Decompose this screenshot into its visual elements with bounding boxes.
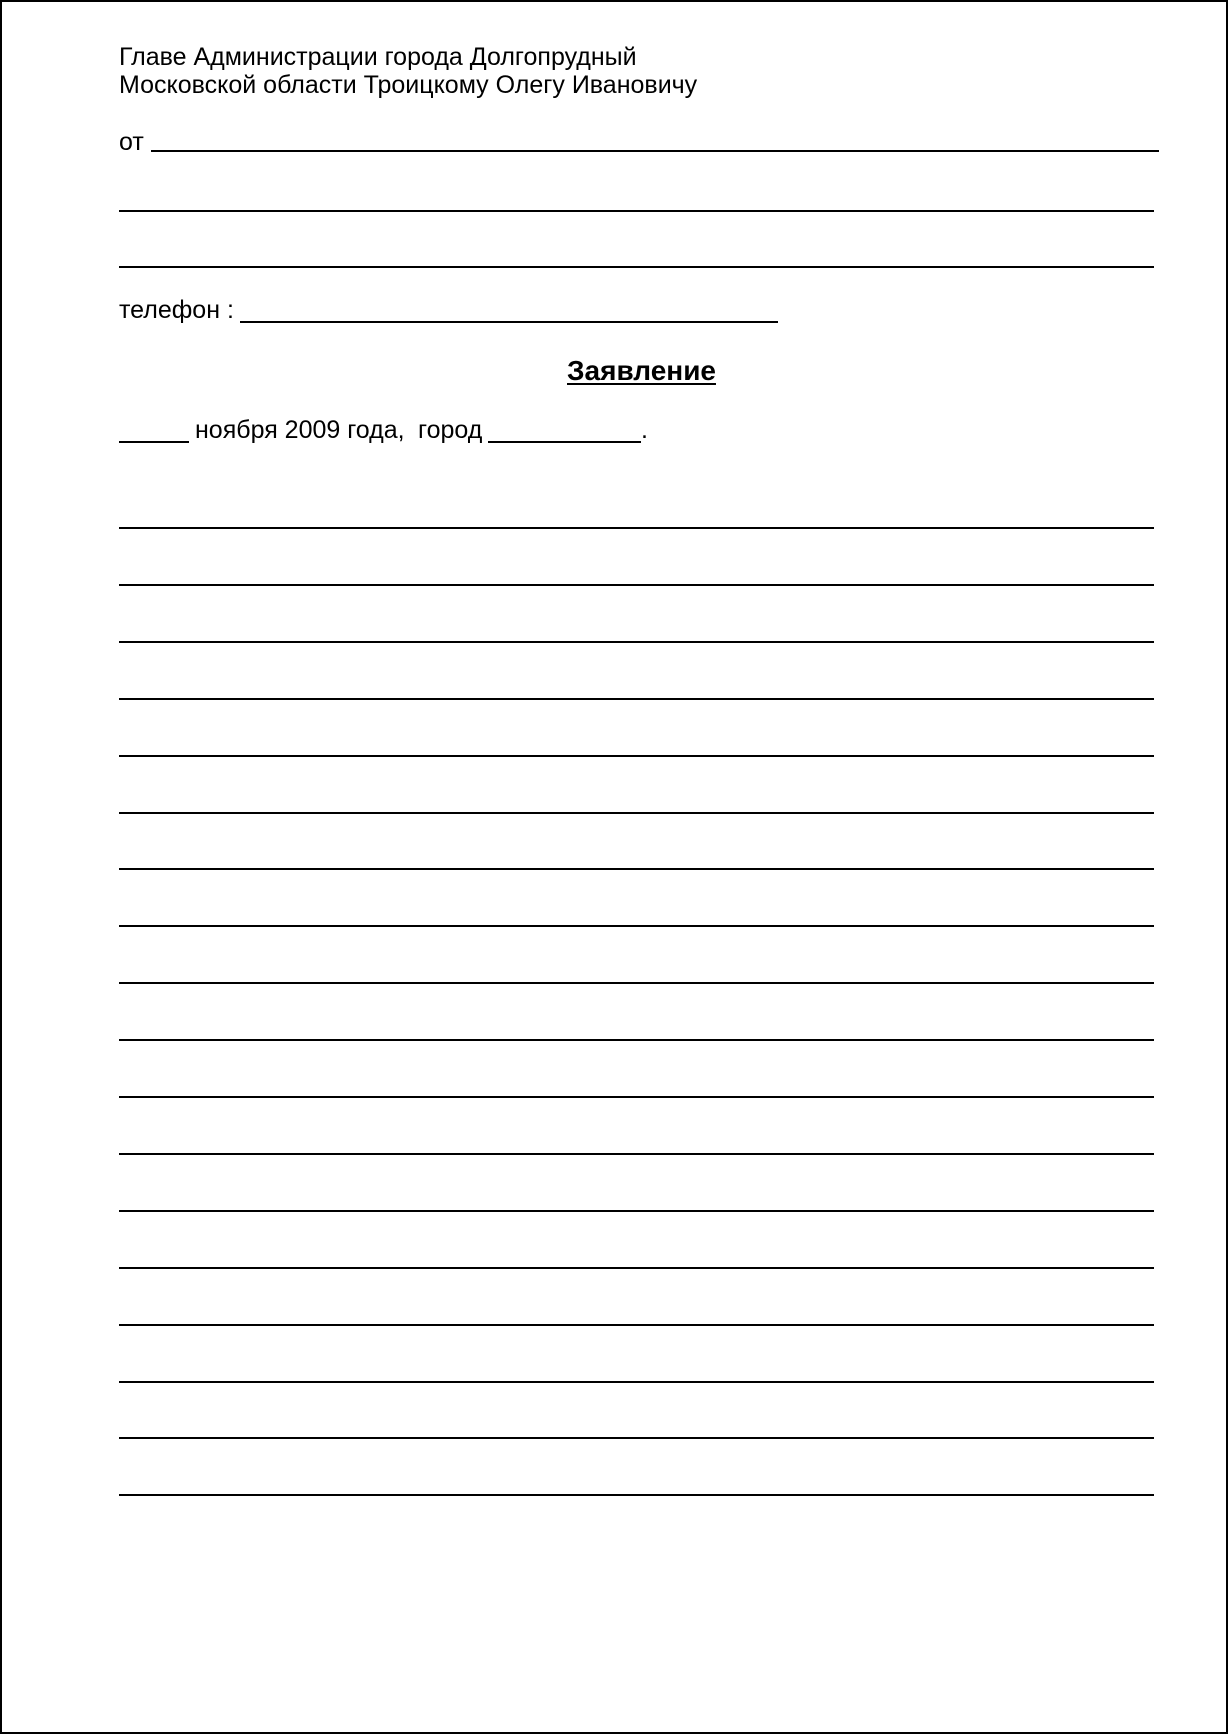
date-month-year: ноября 2009 года, bbox=[195, 416, 405, 444]
statement-line[interactable] bbox=[119, 982, 1154, 984]
statement-line[interactable] bbox=[119, 1096, 1154, 1098]
statement-line[interactable] bbox=[119, 1324, 1154, 1326]
from-field-line[interactable] bbox=[151, 150, 1159, 152]
statement-line[interactable] bbox=[119, 1381, 1154, 1383]
from-label: от bbox=[119, 128, 144, 156]
statement-line[interactable] bbox=[119, 1210, 1154, 1212]
from-field-line-3[interactable] bbox=[119, 266, 1154, 268]
date-line-period: . bbox=[641, 416, 648, 444]
statement-line[interactable] bbox=[119, 812, 1154, 814]
day-field-line[interactable] bbox=[119, 441, 189, 443]
statement-line[interactable] bbox=[119, 1039, 1154, 1041]
statement-line[interactable] bbox=[119, 641, 1154, 643]
statement-line[interactable] bbox=[119, 1267, 1154, 1269]
phone-field-line[interactable] bbox=[240, 321, 778, 323]
phone-label: телефон : bbox=[119, 296, 234, 324]
statement-line[interactable] bbox=[119, 1494, 1154, 1496]
statement-line[interactable] bbox=[119, 755, 1154, 757]
statement-line[interactable] bbox=[119, 698, 1154, 700]
statement-line[interactable] bbox=[119, 868, 1154, 870]
city-field-line[interactable] bbox=[488, 441, 641, 443]
addressee-line-1: Главе Администрации города Долгопрудный bbox=[119, 43, 637, 71]
city-label: город bbox=[418, 416, 483, 444]
from-field-line-2[interactable] bbox=[119, 210, 1154, 212]
statement-line[interactable] bbox=[119, 1437, 1154, 1439]
statement-line[interactable] bbox=[119, 1153, 1154, 1155]
addressee-line-2: Московской области Троицкому Олегу Ивановичу bbox=[119, 71, 698, 99]
statement-line[interactable] bbox=[119, 527, 1154, 529]
statement-line[interactable] bbox=[119, 925, 1154, 927]
statement-line[interactable] bbox=[119, 584, 1154, 586]
document-title: Заявление bbox=[567, 355, 716, 386]
